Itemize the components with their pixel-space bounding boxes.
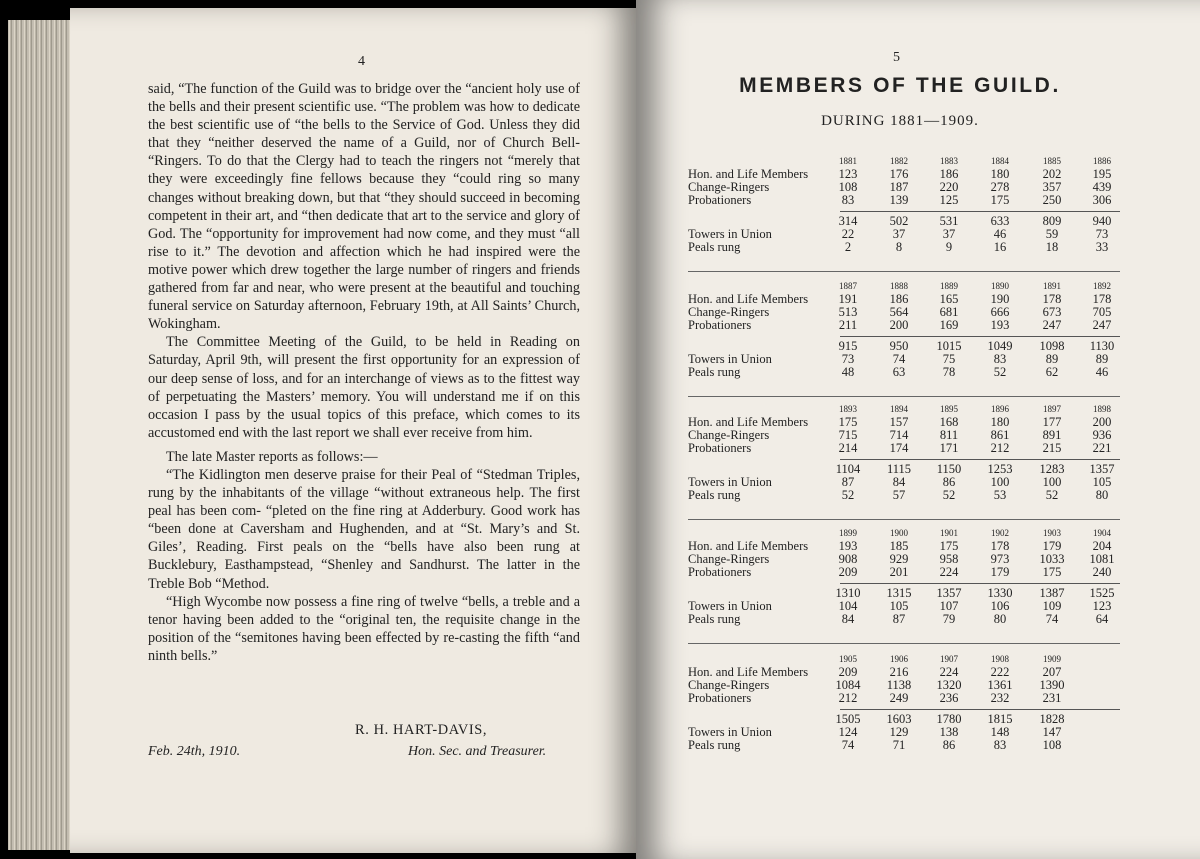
block-divider xyxy=(688,396,1120,397)
value-cell: 1525 xyxy=(1089,586,1115,600)
quoted-report: “The Kidlington men deserve praise for their Peal of “Stedman Triples, rung by the inhabitants of the village “without extraneous help. The first peal has been com- “pleted on the fine ring at Adderbury. Good work has “been done at Caversham and Hughenden, and at “St. Mary’s and St. Giles’, Reading. First peals on the “bells have also been rung at Bucklebury, Easthampstead, “Shenley and Sandhurst. The latter in the Treble Bob “Method. xyxy=(148,466,580,592)
value-cell: 180 xyxy=(990,167,1010,181)
value-cell: 46 xyxy=(1095,365,1109,379)
year-cell: 1885 xyxy=(1043,156,1061,166)
value-cell: 200 xyxy=(889,318,909,332)
value-cell: 71 xyxy=(892,738,906,752)
year-cell: 1899 xyxy=(839,528,857,538)
value-cell: 314 xyxy=(838,214,858,228)
year-cell: 1890 xyxy=(991,281,1009,291)
value-cell: 1015 xyxy=(936,339,962,353)
year-block xyxy=(688,280,1122,379)
value-cell: 138 xyxy=(939,725,959,739)
year-cell: 1897 xyxy=(1043,404,1061,414)
table-row xyxy=(688,366,1122,379)
row-label: Hon. and Life Members xyxy=(688,167,809,181)
value-cell: 202 xyxy=(1042,167,1062,181)
value-cell: 139 xyxy=(889,193,909,207)
value-cell: 186 xyxy=(939,167,959,181)
value-cell: 84 xyxy=(892,475,906,489)
value-cell: 908 xyxy=(838,552,858,566)
table-row xyxy=(688,241,1122,254)
block-divider xyxy=(688,519,1120,520)
block-divider xyxy=(688,643,1120,644)
left-page-text xyxy=(148,80,580,665)
sum-rule xyxy=(840,211,1120,212)
value-cell: 165 xyxy=(939,292,959,306)
value-cell: 52 xyxy=(993,365,1007,379)
value-cell: 147 xyxy=(1042,725,1062,739)
value-cell: 1815 xyxy=(987,712,1013,726)
page-subtitle: DURING 1881—1909. xyxy=(821,113,979,129)
value-cell: 929 xyxy=(889,552,909,566)
value-cell: 681 xyxy=(939,305,959,319)
row-label: Hon. and Life Members xyxy=(688,415,809,429)
table-row xyxy=(688,566,1122,579)
year-block xyxy=(688,653,1122,752)
value-cell: 108 xyxy=(1042,738,1062,752)
year-block xyxy=(688,155,1122,254)
year-cell: 1892 xyxy=(1093,281,1111,291)
value-cell: 666 xyxy=(990,305,1010,319)
row-label: Towers in Union xyxy=(688,352,772,366)
paragraph: said, “The function of the Guild was to bridge over the “ancient holy use of the bells and their present scientific use. “The problem was how to dedicate the best scientific use of “the bells to the Service of God. Unless they did that they “neither deserved the name of a Guild, nor of Church Bell- “Ringers. To do that the Clergy had to teach the ringers not “merely that they were exceedingly fine fellows because they “could ring so many changes without breaking down, but that “they should succeed in becoming competent in their art, and “then dedicate that art to the service and glory of God. The “opportunity for improvement had now come, and they must “all rise to it.” The devotion and affection which he had inspired were the motive power which drew together the large number of ringers and friends gathered from far and near, who were present at the beautiful and touching funeral service on Saturday afternoon, February 19th, at All Saints’ Church, Wokingham. xyxy=(148,81,580,333)
value-cell: 75 xyxy=(942,352,956,366)
year-cell: 1882 xyxy=(890,156,908,166)
table-row xyxy=(688,613,1122,626)
value-cell: 891 xyxy=(1042,428,1062,442)
value-cell: 214 xyxy=(838,441,858,455)
value-cell: 169 xyxy=(939,318,959,332)
value-cell: 175 xyxy=(990,193,1010,207)
value-cell: 123 xyxy=(838,167,858,181)
value-cell: 129 xyxy=(889,725,909,739)
year-cell: 1908 xyxy=(991,654,1009,664)
value-cell: 224 xyxy=(939,565,959,579)
value-cell: 220 xyxy=(939,180,959,194)
value-cell: 240 xyxy=(1092,565,1112,579)
row-label: Change-Ringers xyxy=(688,180,770,194)
value-cell: 1084 xyxy=(835,678,861,692)
value-cell: 715 xyxy=(838,428,858,442)
year-cell: 1906 xyxy=(890,654,908,664)
value-cell: 633 xyxy=(990,214,1010,228)
year-cell: 1900 xyxy=(890,528,908,538)
year-cell: 1909 xyxy=(1043,654,1061,664)
value-cell: 1098 xyxy=(1039,339,1065,353)
value-cell: 809 xyxy=(1042,214,1062,228)
row-label: Towers in Union xyxy=(688,599,772,613)
value-cell: 1283 xyxy=(1039,462,1065,476)
value-cell: 89 xyxy=(1095,352,1109,366)
signature-date: Feb. 24th, 1910. xyxy=(148,744,241,759)
value-cell: 37 xyxy=(892,227,906,241)
row-label: Change-Ringers xyxy=(688,678,770,692)
value-cell: 1361 xyxy=(987,678,1013,692)
value-cell: 212 xyxy=(990,441,1010,455)
signature-title: Hon. Sec. and Treasurer. xyxy=(408,744,547,759)
value-cell: 1315 xyxy=(886,586,912,600)
value-cell: 200 xyxy=(1092,415,1112,429)
value-cell: 52 xyxy=(841,488,855,502)
value-cell: 1357 xyxy=(936,586,962,600)
table-row xyxy=(688,692,1122,705)
value-cell: 168 xyxy=(939,415,959,429)
value-cell: 80 xyxy=(1095,488,1109,502)
value-cell: 16 xyxy=(993,240,1007,254)
year-cell: 1907 xyxy=(940,654,958,664)
table-row xyxy=(688,319,1122,332)
value-cell: 940 xyxy=(1092,214,1112,228)
value-cell: 178 xyxy=(990,539,1010,553)
value-cell: 215 xyxy=(1042,441,1062,455)
value-cell: 222 xyxy=(990,665,1010,679)
value-cell: 191 xyxy=(838,292,858,306)
value-cell: 236 xyxy=(939,691,959,705)
value-cell: 705 xyxy=(1092,305,1112,319)
value-cell: 1253 xyxy=(987,462,1013,476)
value-cell: 83 xyxy=(993,738,1007,752)
value-cell: 64 xyxy=(1095,612,1109,626)
row-label: Peals rung xyxy=(688,488,741,502)
value-cell: 357 xyxy=(1042,180,1062,194)
table-row xyxy=(688,442,1122,455)
value-cell: 57 xyxy=(892,488,906,502)
value-cell: 18 xyxy=(1045,240,1059,254)
value-cell: 83 xyxy=(993,352,1007,366)
value-cell: 125 xyxy=(939,193,959,207)
row-label: Hon. and Life Members xyxy=(688,292,809,306)
value-cell: 513 xyxy=(838,305,858,319)
value-cell: 100 xyxy=(990,475,1010,489)
year-cell: 1902 xyxy=(991,528,1009,538)
value-cell: 105 xyxy=(1092,475,1112,489)
value-cell: 531 xyxy=(939,214,959,228)
value-cell: 175 xyxy=(838,415,858,429)
value-cell: 1115 xyxy=(886,462,912,476)
value-cell: 186 xyxy=(889,292,909,306)
value-cell: 936 xyxy=(1092,428,1112,442)
value-cell: 439 xyxy=(1092,180,1112,194)
value-cell: 63 xyxy=(892,365,906,379)
value-cell: 74 xyxy=(841,738,855,752)
value-cell: 2 xyxy=(844,240,852,254)
value-cell: 231 xyxy=(1042,691,1062,705)
value-cell: 187 xyxy=(889,180,909,194)
year-cell: 1889 xyxy=(940,281,958,291)
value-cell: 249 xyxy=(889,691,909,705)
value-cell: 87 xyxy=(892,612,906,626)
sum-rule xyxy=(840,709,1120,710)
table-row xyxy=(688,489,1122,502)
value-cell: 178 xyxy=(1042,292,1062,306)
value-cell: 193 xyxy=(990,318,1010,332)
value-cell: 46 xyxy=(993,227,1007,241)
year-cell: 1898 xyxy=(1093,404,1111,414)
value-cell: 1505 xyxy=(835,712,861,726)
paragraph: The Committee Meeting of the Guild, to be held in Reading on Saturday, April 9th, will present the first opportunity for an expression of our deep sense of loss, and for an interchange of views as to the fittest way of perpetuating the Masters’ memory. You will understand me if on this occasion I pass by the usual topics of this preface, which comes to its accustomed end with the last report we shall ever receive from him. xyxy=(148,334,580,441)
value-cell: 74 xyxy=(1045,612,1059,626)
value-cell: 73 xyxy=(841,352,855,366)
value-cell: 1049 xyxy=(987,339,1013,353)
value-cell: 79 xyxy=(942,612,956,626)
value-cell: 224 xyxy=(939,665,959,679)
value-cell: 207 xyxy=(1042,665,1062,679)
value-cell: 84 xyxy=(841,612,855,626)
value-cell: 177 xyxy=(1042,415,1062,429)
value-cell: 1828 xyxy=(1039,712,1065,726)
value-cell: 123 xyxy=(1092,599,1112,613)
value-cell: 37 xyxy=(942,227,956,241)
row-label: Towers in Union xyxy=(688,725,772,739)
value-cell: 1357 xyxy=(1089,462,1115,476)
value-cell: 178 xyxy=(1092,292,1112,306)
year-cell: 1905 xyxy=(839,654,857,664)
row-label: Probationers xyxy=(688,193,752,207)
row-label: Peals rung xyxy=(688,612,741,626)
value-cell: 106 xyxy=(990,599,1010,613)
year-cell: 1903 xyxy=(1043,528,1061,538)
quoted-report: “High Wycombe now possess a fine ring of twelve “bells, a treble and a tenor having been added to the “original ten, the requisite change in the position of the “semitones having been effected by re-casting the fifth “and ninth bells.” xyxy=(148,593,580,664)
year-cell: 1895 xyxy=(940,404,958,414)
value-cell: 87 xyxy=(841,475,855,489)
value-cell: 105 xyxy=(889,599,909,613)
value-cell: 973 xyxy=(990,552,1010,566)
right-page-number: 5 xyxy=(893,50,900,65)
value-cell: 9 xyxy=(945,240,953,254)
value-cell: 100 xyxy=(1042,475,1062,489)
value-cell: 195 xyxy=(1092,167,1112,181)
row-label: Probationers xyxy=(688,318,752,332)
row-label: Probationers xyxy=(688,441,752,455)
value-cell: 247 xyxy=(1092,318,1112,332)
value-cell: 108 xyxy=(838,180,858,194)
value-cell: 250 xyxy=(1042,193,1062,207)
value-cell: 52 xyxy=(1045,488,1059,502)
value-cell: 1320 xyxy=(936,678,962,692)
value-cell: 175 xyxy=(1042,565,1062,579)
value-cell: 1138 xyxy=(886,678,912,692)
table-row xyxy=(688,739,1122,752)
year-cell: 1891 xyxy=(1043,281,1061,291)
year-cell: 1887 xyxy=(839,281,857,291)
row-label: Peals rung xyxy=(688,365,741,379)
value-cell: 861 xyxy=(990,428,1010,442)
value-cell: 48 xyxy=(841,365,855,379)
value-cell: 201 xyxy=(889,565,909,579)
value-cell: 78 xyxy=(942,365,956,379)
value-cell: 1330 xyxy=(987,586,1013,600)
value-cell: 185 xyxy=(889,539,909,553)
value-cell: 1390 xyxy=(1039,678,1065,692)
value-cell: 83 xyxy=(841,193,855,207)
row-label: Hon. and Life Members xyxy=(688,665,809,679)
value-cell: 232 xyxy=(990,691,1010,705)
row-label: Peals rung xyxy=(688,738,741,752)
row-label: Towers in Union xyxy=(688,227,772,241)
value-cell: 22 xyxy=(841,227,855,241)
table-row xyxy=(688,194,1122,207)
row-label: Change-Ringers xyxy=(688,552,770,566)
year-block xyxy=(688,527,1122,626)
value-cell: 8 xyxy=(895,240,903,254)
value-cell: 107 xyxy=(939,599,959,613)
value-cell: 171 xyxy=(939,441,959,455)
year-cell: 1884 xyxy=(991,156,1009,166)
value-cell: 73 xyxy=(1095,227,1109,241)
value-cell: 1603 xyxy=(886,712,912,726)
sum-rule xyxy=(840,583,1120,584)
value-cell: 175 xyxy=(939,539,959,553)
value-cell: 1387 xyxy=(1039,586,1065,600)
value-cell: 915 xyxy=(838,339,858,353)
value-cell: 211 xyxy=(838,318,858,332)
year-cell: 1886 xyxy=(1093,156,1111,166)
value-cell: 1104 xyxy=(835,462,861,476)
value-cell: 62 xyxy=(1045,365,1059,379)
value-cell: 1780 xyxy=(936,712,962,726)
value-cell: 176 xyxy=(889,167,909,181)
value-cell: 33 xyxy=(1095,240,1109,254)
value-cell: 502 xyxy=(889,214,909,228)
value-cell: 209 xyxy=(838,665,858,679)
value-cell: 80 xyxy=(993,612,1007,626)
value-cell: 179 xyxy=(1042,539,1062,553)
value-cell: 52 xyxy=(942,488,956,502)
year-cell: 1894 xyxy=(890,404,908,414)
value-cell: 811 xyxy=(939,428,959,442)
value-cell: 74 xyxy=(892,352,906,366)
year-block xyxy=(688,403,1122,502)
value-cell: 157 xyxy=(889,415,909,429)
block-divider xyxy=(688,271,1120,272)
value-cell: 1033 xyxy=(1039,552,1065,566)
value-cell: 247 xyxy=(1042,318,1062,332)
value-cell: 86 xyxy=(942,475,956,489)
row-label: Probationers xyxy=(688,691,752,705)
signature-name: R. H. HART-DAVIS, xyxy=(355,722,488,738)
value-cell: 306 xyxy=(1092,193,1112,207)
value-cell: 950 xyxy=(889,339,909,353)
value-cell: 958 xyxy=(939,552,959,566)
row-label: Change-Ringers xyxy=(688,428,770,442)
paragraph: The late Master reports as follows:— xyxy=(166,448,378,465)
year-cell: 1893 xyxy=(839,404,857,414)
value-cell: 193 xyxy=(838,539,858,553)
year-cell: 1888 xyxy=(890,281,908,291)
value-cell: 1081 xyxy=(1089,552,1115,566)
left-page-number: 4 xyxy=(358,54,365,69)
value-cell: 204 xyxy=(1092,539,1112,553)
page-edges xyxy=(8,20,72,850)
value-cell: 59 xyxy=(1045,227,1059,241)
page-title: MEMBERS OF THE GUILD. xyxy=(739,74,1061,97)
sum-rule xyxy=(840,459,1120,460)
value-cell: 216 xyxy=(889,665,909,679)
value-cell: 89 xyxy=(1045,352,1059,366)
value-cell: 109 xyxy=(1042,599,1062,613)
row-label: Change-Ringers xyxy=(688,305,770,319)
year-cell: 1883 xyxy=(940,156,958,166)
value-cell: 673 xyxy=(1042,305,1062,319)
value-cell: 124 xyxy=(838,725,858,739)
year-cell: 1881 xyxy=(839,156,857,166)
value-cell: 174 xyxy=(889,441,909,455)
value-cell: 209 xyxy=(838,565,858,579)
value-cell: 564 xyxy=(889,305,909,319)
value-cell: 86 xyxy=(942,738,956,752)
value-cell: 212 xyxy=(838,691,858,705)
value-cell: 278 xyxy=(990,180,1010,194)
value-cell: 1150 xyxy=(936,462,962,476)
value-cell: 1310 xyxy=(835,586,861,600)
sum-rule xyxy=(840,336,1120,337)
row-label: Towers in Union xyxy=(688,475,772,489)
row-label: Probationers xyxy=(688,565,752,579)
value-cell: 714 xyxy=(889,428,909,442)
year-cell: 1896 xyxy=(991,404,1009,414)
value-cell: 148 xyxy=(990,725,1010,739)
row-label: Hon. and Life Members xyxy=(688,539,809,553)
value-cell: 221 xyxy=(1092,441,1112,455)
year-cell: 1901 xyxy=(940,528,958,538)
value-cell: 179 xyxy=(990,565,1010,579)
value-cell: 104 xyxy=(838,599,858,613)
value-cell: 53 xyxy=(993,488,1007,502)
year-cell: 1904 xyxy=(1093,528,1111,538)
row-label: Peals rung xyxy=(688,240,741,254)
value-cell: 180 xyxy=(990,415,1010,429)
value-cell: 1130 xyxy=(1089,339,1115,353)
value-cell: 190 xyxy=(990,292,1010,306)
